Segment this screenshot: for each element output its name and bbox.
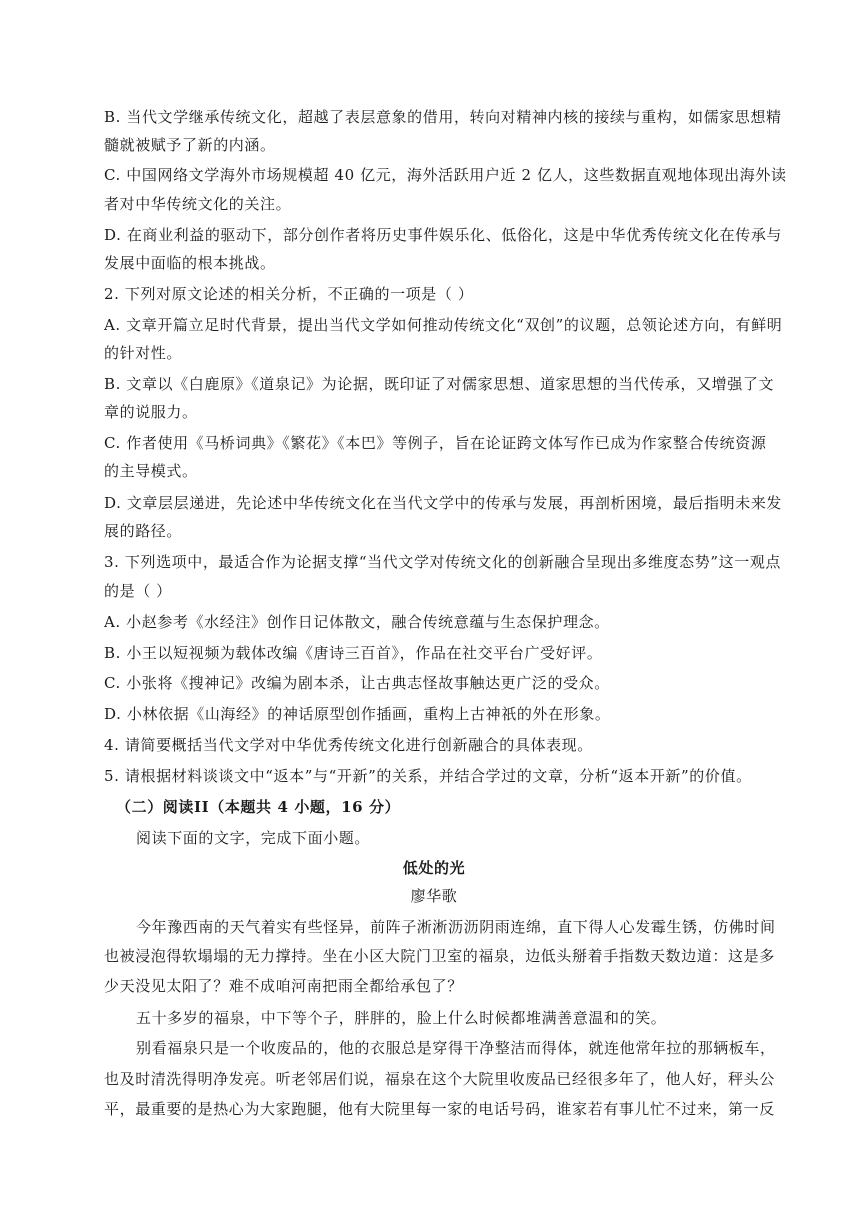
passage-title: 低处的光	[402, 859, 466, 877]
passage-author: 廖华歌	[410, 887, 458, 905]
section-instruction: 阅读下面的文字，完成下面小题。	[136, 829, 371, 847]
q2-option-a-line1: A. 文章开篇立足时代背景，提出当代文学如何推动传统文化“双创”的议题，总领论述方向，有鲜明	[104, 316, 783, 334]
q5-stem: 5. 请根据材料谈谈文中“返本”与“开新”的关系，并结合学过的文章，分析“返本开新”的价值。	[104, 767, 752, 785]
paragraph-1-line1: 今年豫西南的天气着实有些怪异，前阵子淅淅沥沥阴雨连绵，直下得人心发霉生锈，仿佛时间	[136, 918, 776, 936]
paragraph-1-line3: 少天没见太阳了？难不成咱河南把雨全都给承包了？	[104, 977, 463, 995]
section-heading: （二）阅读II（本题共 4 小题，16 分）	[116, 798, 401, 816]
q3-stem-line1: 3. 下列选项中，最适合作为论据支撑“当代文学对传统文化的创新融合呈现出多维度态势”这一观点	[104, 553, 782, 571]
q2-option-d-line1: D. 文章层层递进，先论述中华传统文化在当代文学中的传承与发展，再剖析困境，最后指明未来发	[104, 494, 783, 512]
q3-stem-line2: 的是（ ）	[104, 582, 172, 600]
q1-option-c-line1: C. 中国网络文学海外市场规模超 40 亿元，海外活跃用户近 2 亿人，这些数据直观地体现出海外读	[104, 166, 787, 184]
q1-option-c-line2: 者对中华传统文化的关注。	[104, 195, 292, 213]
q1-option-b-line2: 髓就被赋予了新的内涵。	[104, 136, 276, 154]
q2-option-c-line1: C. 作者使用《马桥词典》《繁花》《本巴》等例子，旨在论证跨文体写作已成为作家整合传统资源	[104, 434, 767, 452]
q1-option-d-line1: D. 在商业利益的驱动下，部分创作者将历史事件娱乐化、低俗化，这是中华优秀传统文化在传承与	[104, 226, 783, 244]
paragraph-3-line1: 别看福泉只是一个收废品的，他的衣服总是穿得干净整洁而得体，就连他常年拉的那辆板车，	[136, 1039, 776, 1057]
q3-option-a: A. 小赵参考《水经注》创作日记体散文，融合传统意蕴与生态保护理念。	[104, 613, 610, 631]
q3-option-d: D. 小林依据《山海经》的神话原型创作插画，重构上古神祇的外在形象。	[104, 705, 611, 723]
q3-option-b: B. 小王以短视频为载体改编《唐诗三百首》，作品在社交平台广受好评。	[104, 644, 603, 662]
paragraph-1-line2: 也被浸泡得软塌塌的无力撑持。坐在小区大院门卫室的福泉，边低头掰着手指数天数边道：这是多	[104, 947, 775, 965]
q1-option-d-line2: 发展中面临的根本挑战。	[104, 254, 276, 272]
q4-stem: 4. 请简要概括当代文学对中华优秀传统文化进行创新融合的具体表现。	[104, 736, 593, 754]
q2-stem: 2. 下列对原文论述的相关分析，不正确的一项是（ ）	[104, 285, 474, 303]
q2-option-a-line2: 的针对性。	[104, 344, 183, 362]
paragraph-2-line1: 五十多岁的福泉，中下等个子，胖胖的，脸上什么时候都堆满善意温和的笑。	[136, 1009, 667, 1027]
q2-option-d-line2: 展的路径。	[104, 522, 183, 540]
q2-option-b-line1: B. 文章以《白鹿原》《道泉记》为论据，既印证了对儒家思想、道家思想的当代传承，又增强了文	[104, 375, 775, 393]
q1-option-b-line1: B. 当代文学继承传统文化，超越了表层意象的借用，转向对精神内核的接续与重构，如儒家思想精	[104, 108, 782, 126]
q2-option-b-line2: 章的说服力。	[104, 403, 198, 421]
q2-option-c-line2: 的主导模式。	[104, 462, 198, 480]
paragraph-3-line3: 平，最重要的是热心为大家跑腿，他有大院里每一家的电话号码，谁家若有事儿忙不过来，第一反	[104, 1100, 775, 1118]
q3-option-c: C. 小张将《搜神记》改编为剧本杀，让古典志怪故事触达更广泛的受众。	[104, 674, 610, 692]
paragraph-3-line2: 也及时清洗得明净发亮。听老邻居们说，福泉在这个大院里收废品已经很多年了，他人好，秤头公	[104, 1070, 775, 1088]
